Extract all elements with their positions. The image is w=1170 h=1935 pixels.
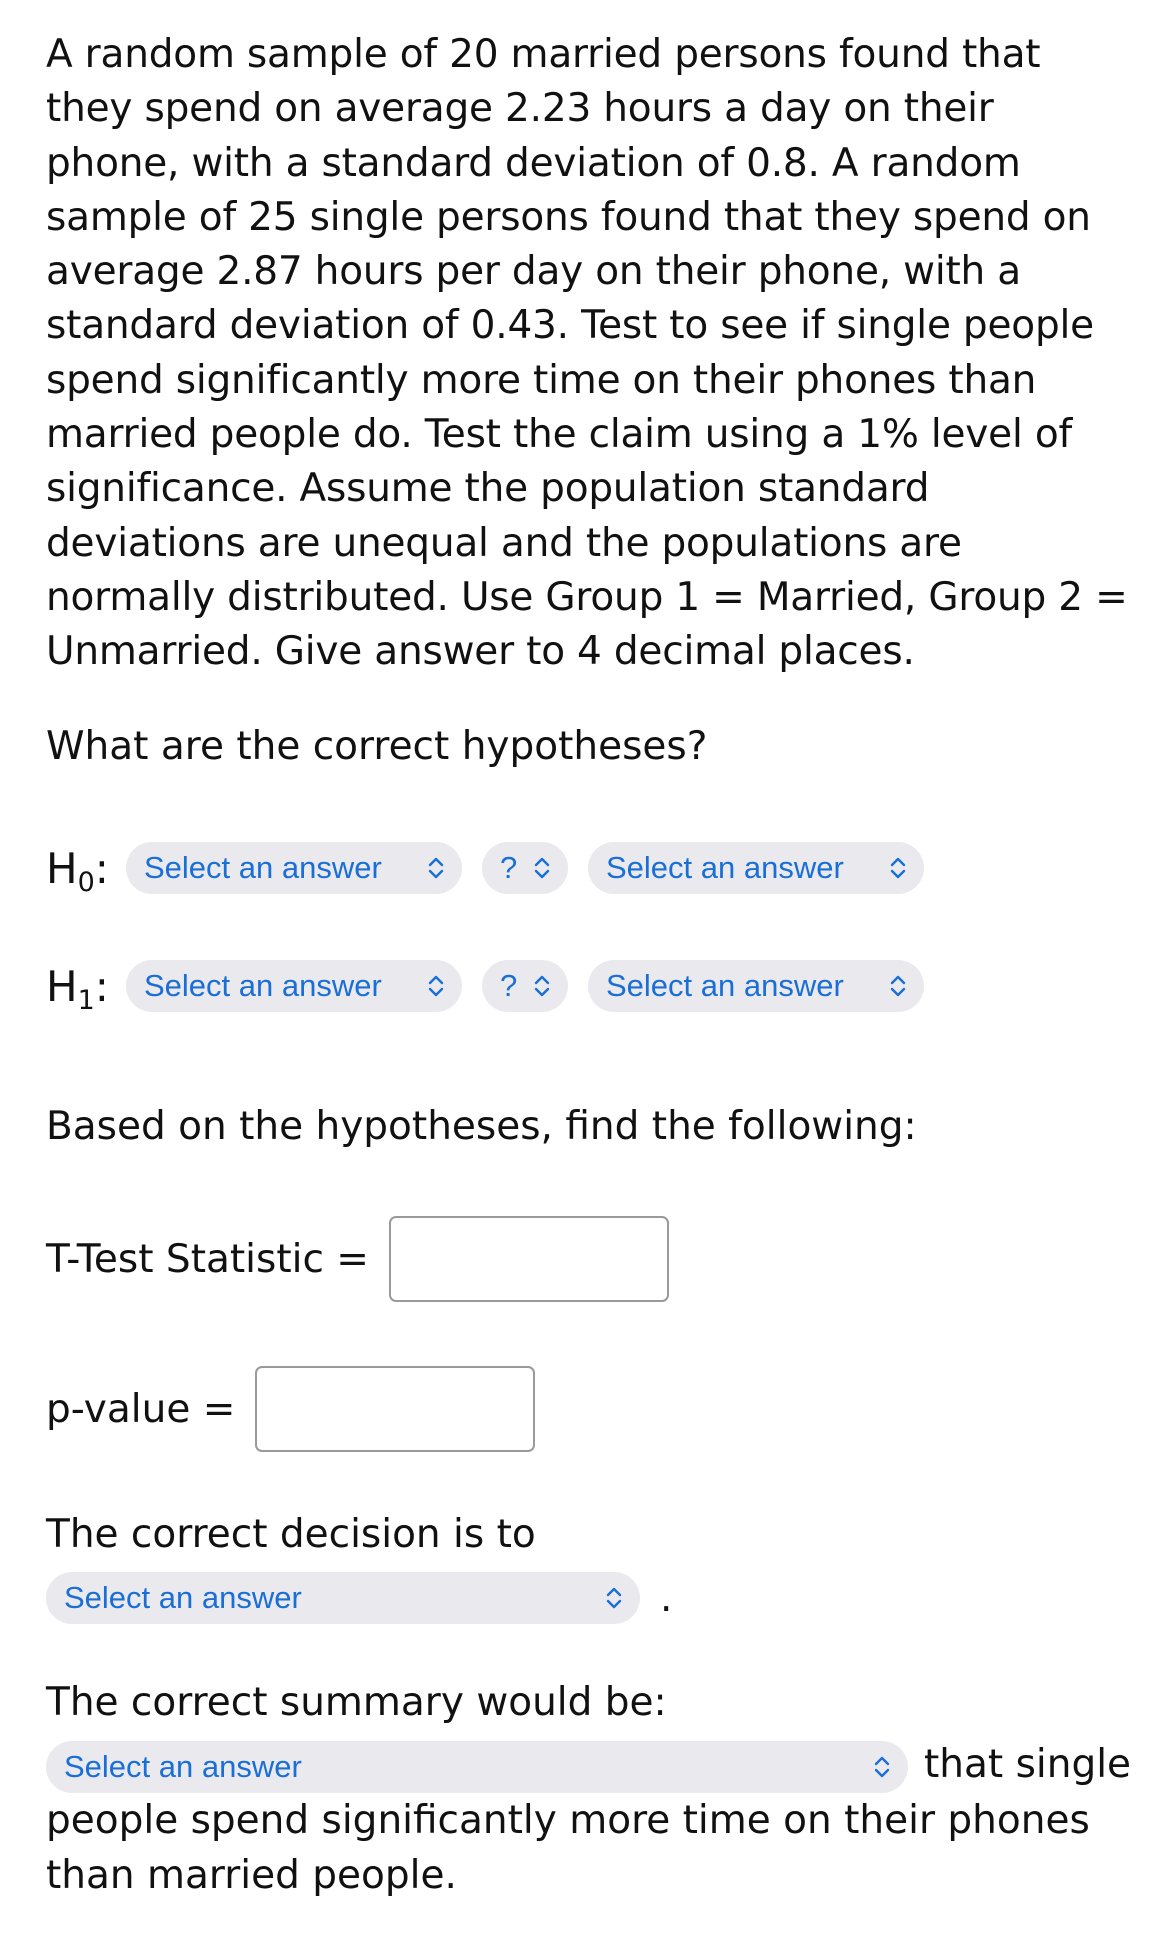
h1-subscript: 1 — [77, 984, 95, 1016]
h0-colon: : — [94, 843, 109, 893]
h0-letter: H — [46, 843, 78, 893]
h0-left-select[interactable] — [126, 842, 462, 894]
h1-left-select-value: Select an answer — [144, 968, 382, 1003]
h0-operator-select-value: ? — [500, 850, 518, 885]
p-value-label: p-value = — [46, 1386, 236, 1432]
based-on-hypotheses-text: Based on the hypotheses, find the following: — [46, 1104, 917, 1149]
h0-row — [46, 842, 944, 898]
p-value-input[interactable] — [255, 1366, 535, 1452]
problem-container — [46, 28, 1136, 680]
decision-row — [46, 1572, 672, 1624]
h0-operator-select[interactable] — [482, 842, 568, 894]
decision-select-value: Select an answer — [64, 1580, 302, 1615]
h1-row — [46, 960, 944, 1016]
h1-right-select[interactable] — [588, 960, 924, 1012]
h0-left-select-value: Select an answer — [144, 850, 382, 885]
summary-select-value: Select an answer — [64, 1749, 302, 1784]
h1-operator-select[interactable] — [482, 960, 568, 1012]
t-stat-label: T-Test Statistic = — [46, 1236, 369, 1282]
h0-right-select[interactable] — [588, 842, 924, 894]
h1-operator-select-value: ? — [500, 968, 518, 1003]
t-stat-input[interactable] — [389, 1216, 669, 1302]
summary-block — [46, 1737, 1136, 1903]
decision-label: The correct decision is to — [46, 1512, 536, 1557]
h0-subscript: 0 — [77, 866, 95, 898]
h1-letter: H — [46, 961, 78, 1011]
t-stat-row — [46, 1216, 669, 1302]
chevron-updown-icon — [874, 1754, 890, 1780]
h1-left-select[interactable] — [126, 960, 462, 1012]
h0-right-select-value: Select an answer — [606, 850, 844, 885]
chevron-updown-icon — [534, 973, 550, 999]
chevron-updown-icon — [890, 973, 906, 999]
summary-label: The correct summary would be: — [46, 1680, 667, 1725]
summary-tail-text: that single people spend significantly more time on their phones than married people. — [46, 1742, 1132, 1898]
h1-label — [46, 961, 126, 1016]
problem-text: A random sample of 20 married persons found that they spend on average 2.23 hours a day on their phone, with a standard deviation of 0.8. A random sample of 25 single persons found that they spend on average 2.87 hours per day on their phone, with a standard deviation of 0.43. Test to see if single people spend significantly more time on their phones than married people do. Test the claim using a 1% level of significance. Assume the population standard deviations are unequal and the populations are normally distributed. Use Group 1 = Married, Group 2 = Unmarried. Give answer to 4 decimal places. — [46, 32, 1128, 675]
chevron-updown-icon — [428, 973, 444, 999]
h0-label — [46, 843, 126, 898]
h1-right-select-value: Select an answer — [606, 968, 844, 1003]
chevron-updown-icon — [428, 855, 444, 881]
chevron-updown-icon — [890, 855, 906, 881]
h1-colon: : — [94, 961, 109, 1011]
chevron-updown-icon — [606, 1585, 622, 1611]
decision-period: . — [660, 1575, 673, 1621]
decision-select[interactable] — [46, 1572, 640, 1624]
chevron-updown-icon — [534, 855, 550, 881]
p-value-row — [46, 1366, 535, 1452]
hypotheses-question: What are the correct hypotheses? — [46, 724, 708, 769]
summary-select[interactable] — [46, 1741, 908, 1793]
